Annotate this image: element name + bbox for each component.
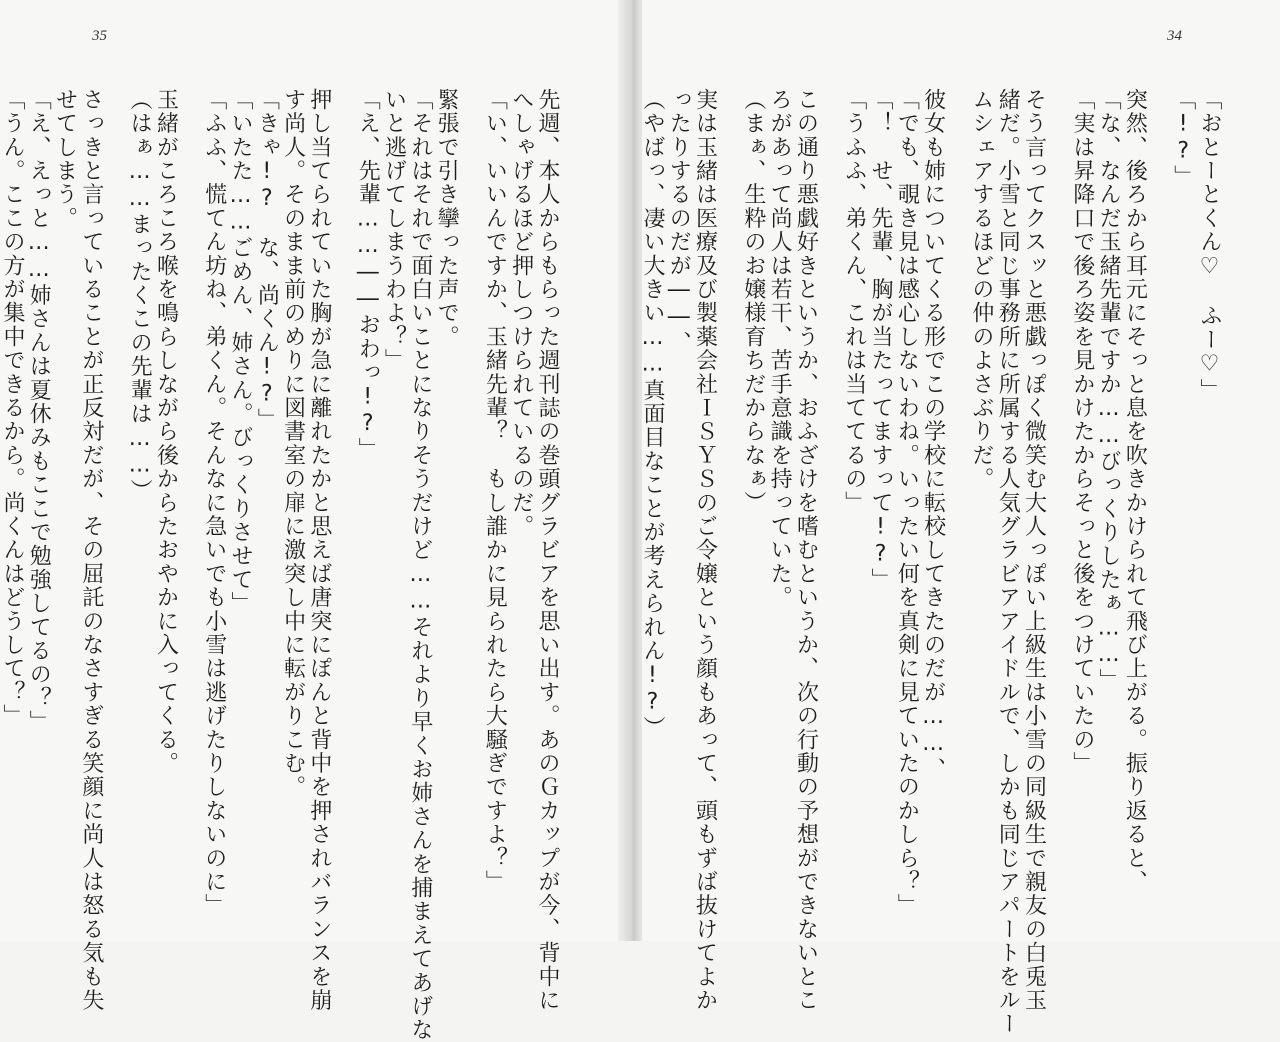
text-line: 「きゃ!? な、尚くん!?」 <box>254 88 280 432</box>
text-line: 「！ せ、先輩、胸が当たってますって!?」 <box>868 88 894 592</box>
text-line: 「え、えっと……姉さんは夏休みもここで勉強してるの？」 <box>26 88 52 734</box>
text-line: 「え、先輩……――おわっ!?」 <box>355 88 381 462</box>
text-line: 玉緒がころころ喉を鳴らしながら後からたおやかに入ってくる。 <box>153 88 179 776</box>
text-line: 「い、いいんですか、玉緒先輩？ もし誰かに見られたら大騒ぎですよ？」 <box>482 88 508 894</box>
text-line: 「おとーとくん♡ ふー♡」 <box>1197 88 1222 403</box>
text-line: 「実は昇降口で後ろ姿を見かけたからそっと後をつけていたの」 <box>1069 88 1095 776</box>
text-line: 押し当てられていた胸が急に離れたかと思えば唐突にぽんと背中を押されバランスを崩 <box>306 88 332 1013</box>
text-line: （はぁ……まったくこの先輩は……） <box>127 88 153 503</box>
text-line: 「いたた……ごめん、姉さん。びっくりさせて」 <box>228 88 254 616</box>
text-line: 「ふふ、慌てん坊ね、弟くん。そんなに急いでも小雪は逃げたりしないのに」 <box>201 88 227 918</box>
body-text <box>0 88 582 1042</box>
text-line: 先週、本人からもらった週刊誌の巻頭グラビアを思い出す。あのＧカップが今、背中に <box>535 88 560 1013</box>
text-line: 彼女も姉についてくる形でこの学校に転校してきたのだが……、 <box>920 88 946 782</box>
text-line: 「うん。ここの方が集中できるから。尚くんはどうして？」 <box>0 88 25 728</box>
text-line: へしゃげるほど押しつけられているのだ。 <box>508 88 534 539</box>
left-page <box>0 0 630 1042</box>
text-line: そう言ってクスッと悪戯っぽく微笑む大人っぽい上級生は小雪の同級生で親友の白兎玉 <box>1021 88 1047 1013</box>
text-line: いと逃げてしまうわよ？」 <box>381 88 407 373</box>
text-line: ろがあって尚人は若干、苦手意識を持っていた。 <box>767 88 793 610</box>
text-line: この通り悪戯好きというか、おふざけを嗜むというか、次の行動の予想ができないとこ <box>793 88 819 1013</box>
text-line: 緒だ。小雪と同じ事務所に所属する人気グラビアアイドルで、しかも同じアパートをルー <box>995 88 1021 1036</box>
text-line: ムシェアするほどの仲のよさぶりだ。 <box>968 88 994 491</box>
page-number: 35 <box>92 28 107 44</box>
text-line: （やばっ、凄い大きい……真面目なことが考えられん!?） <box>639 88 665 740</box>
text-line: 緊張で引き攣った声で。 <box>434 88 460 349</box>
text-line: 突然、後ろから耳元にそっと息を吹きかけられて飛び上がる。振り返ると、 <box>1122 88 1148 894</box>
text-line: す尚人。そのまま前のめりに図書室の扉に激突し中に転がりこむ。 <box>280 88 306 799</box>
text-line: 実は玉緒は医療及び製薬会社ＩＳＹＳのご令嬢という顔もあって、頭もずば抜けてよか <box>692 88 718 1013</box>
text-line: ったりするのだが――、 <box>666 88 692 355</box>
right-page <box>639 0 1280 1036</box>
text-line: 「うふふ、弟くん、これは当ててるの」 <box>841 88 867 515</box>
text-line: 「な、なんだ玉緒先輩ですか……びっくりしたぁ……」 <box>1096 88 1122 693</box>
text-line: 「でも、覗き見は感心しないわね。いったい何を真剣に見ていたのかしら？」 <box>894 88 920 918</box>
text-line: 「それはそれで面白いことになりそうだけど……それより早くお姉さんを捕まえてあげな <box>407 88 433 1042</box>
text-line: 「!?」 <box>1170 88 1196 189</box>
text-line: （まぁ、生粋のお嬢様育ちだからなぁ） <box>740 88 766 515</box>
body-text <box>639 88 1222 1036</box>
text-line: せてしまう。 <box>52 88 78 231</box>
page-number: 34 <box>1167 28 1182 44</box>
text-line: さっきと言っていることが正反対だが、その屈託のなさすぎる笑顔に尚人は怒る気も失 <box>78 88 104 1013</box>
